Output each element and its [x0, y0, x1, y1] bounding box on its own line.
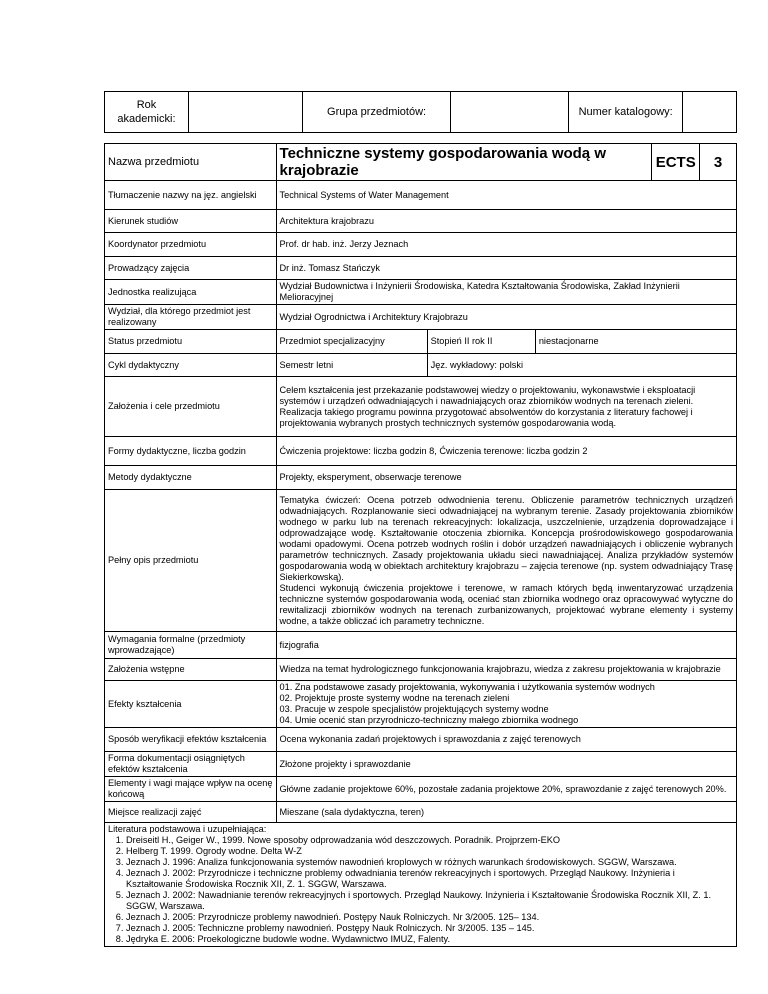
literatura-item: 1. Dreiseitl H., Geiger W., 1999. Nowe sposoby odprowadzania wód deszczowych. Poradnik. Projprzem-EKO — [126, 835, 733, 846]
literatura-item: 3. Jeznach J. 1996: Analiza funkcjonowania systemów nawodnień kroplowych w różnych warunkach środowiskowych. SGGW, Warszawa. — [126, 857, 733, 868]
metody-label: Metody dydaktyczne — [105, 466, 277, 490]
prowadzacy-label: Prowadzący zajęcia — [105, 257, 277, 280]
koordynator-label: Koordynator przedmiotu — [105, 233, 277, 257]
grupa-przedmiotow-value — [451, 92, 569, 133]
dokumentacja-value: Złożone projekty i sprawozdanie — [276, 752, 736, 777]
elementy-value: Główne zadanie projektowe 60%, pozostałe zadania projektowe 20%, sprawozdanie z zajęć terenowych 20%. — [276, 777, 736, 802]
weryfikacja-value: Ocena wykonania zadań projektowych i sprawozdania z zajęć terenowych — [276, 728, 736, 752]
cykl-value: Semestr letni — [276, 354, 427, 377]
numer-katalogowy-label: Numer katalogowy: — [569, 92, 683, 133]
translation-value: Technical Systems of Water Management — [276, 181, 736, 210]
stopien-value: Stopień II rok II — [427, 330, 535, 354]
wydzial-value: Wydział Ogrodnictwa i Architektury Krajobrazu — [276, 305, 736, 330]
metody-value: Projekty, eksperyment, obserwacje terenowe — [276, 466, 736, 490]
course-table — [104, 143, 737, 947]
literatura-item: 5. Jeznach J. 2002: Nawadnianie terenów rekreacyjnych i sportowych. Przegląd Naukowy. Inżynieria i Kształtowanie Środowiska Rocznik XII, Z. 1. SGGW, Warszawa. — [126, 890, 733, 912]
numer-katalogowy-value — [683, 92, 737, 133]
efekt-item: 04. Umie ocenić stan przyrodniczo-techniczny małego zbiornika wodnego — [279, 715, 579, 725]
formy-value: Ćwiczenia projektowe: liczba godzin 8, Ćwiczenia terenowe: liczba godzin 2 — [276, 437, 736, 466]
rok-akademicki-label: Rok akademicki: — [105, 92, 189, 133]
kierunek-label: Kierunek studiów — [105, 210, 277, 233]
ects-label: ECTS — [652, 144, 700, 181]
kierunek-value: Architektura krajobrazu — [276, 210, 736, 233]
efekty-list — [276, 681, 736, 728]
miejsce-label: Miejsce realizacji zajęć — [105, 802, 277, 823]
status-label: Status przedmiotu — [105, 330, 277, 354]
tryb-value: niestacjonarne — [535, 330, 736, 354]
formy-label: Formy dydaktyczne, liczba godzin — [105, 437, 277, 466]
weryfikacja-label: Sposób weryfikacji efektów kształcenia — [105, 728, 277, 752]
zalozenia-cele-label: Założenia i cele przedmiotu — [105, 377, 277, 437]
zalozenia-wstepne-value: Wiedza na temat hydrologicznego funkcjonowania krajobrazu, wiedza z zakresu projektowania w krajobrazie — [276, 659, 736, 681]
literatura-item: 7. Jeznach J. 2005: Techniczne problemy nawodnień. Postępy Nauk Rolniczych. Nr 3/2005. 135 – 145. — [126, 923, 733, 934]
opis-label: Pełny opis przedmiotu — [105, 490, 277, 632]
translation-label: Tłumaczenie nazwy na jęz. angielski — [105, 181, 277, 210]
efekt-item: 02. Projektuje proste systemy wodne na terenach zieleni — [279, 693, 510, 703]
koordynator-value: Prof. dr hab. inż. Jerzy Jeznach — [276, 233, 736, 257]
wydzial-label: Wydział, dla którego przedmiot jest realizowany — [105, 305, 277, 330]
miejsce-value: Mieszane (sala dydaktyczna, teren) — [276, 802, 736, 823]
literatura-item: 2. Helberg T. 1999. Ogrody wodne. Delta W-Z — [126, 846, 733, 857]
opis-value — [276, 490, 736, 632]
zalozenia-cele-value: Celem kształcenia jest przekazanie podstawowej wiedzy o projektowaniu, wykonawstwie i eksploatacji systemów i urządzeń odwadniających i nawadniających oraz zbiorników wodnych na terenach zieleni. Realizacja takiego programu powinna przygotować absolwentów do korzystania z literatury fachowej i projektowania wybranych prostych technicznych systemów gospodarowania wodą. — [276, 377, 736, 437]
literatura-item: 6. Jeznach J. 2005: Przyrodnicze problemy nawodnień. Postępy Nauk Rolniczych. Nr 3/2005. 125– 134. — [126, 912, 733, 923]
zalozenia-wstepne-label: Założenia wstępne — [105, 659, 277, 681]
efekt-item: 01. Zna podstawowe zasady projektowania, wykonywania i użytkowania systemów wodnych — [279, 682, 655, 692]
jezyk-value: Jęz. wykładowy: polski — [427, 354, 736, 377]
literatura-item: 4. Jeznach J. 2002: Przyrodnicze i techniczne problemy odwadniania terenów rekreacyjnych i sportowych. Przegląd Naukowy. Inżynieria i Kształtowanie Środowiska Rocznik XII, Z. 1. SGGW, Warszawa. — [126, 868, 733, 890]
ects-value: 3 — [700, 144, 737, 181]
prowadzacy-value: Dr inż. Tomasz Stańczyk — [276, 257, 736, 280]
jednostka-label: Jednostka realizująca — [105, 280, 277, 305]
course-title: Techniczne systemy gospodarowania wodą w krajobrazie — [276, 144, 652, 181]
jednostka-value: Wydział Budownictwa i Inżynierii Środowiska, Katedra Kształtowania Środowiska, Zakład Inżynierii Melioracyjnej — [276, 280, 736, 305]
grupa-przedmiotow-label: Grupa przedmiotów: — [302, 92, 451, 133]
literatura-list — [108, 835, 733, 945]
wymagania-value: fizjografia — [276, 632, 736, 659]
wymagania-label: Wymagania formalne (przedmioty wprowadzające) — [105, 632, 277, 659]
opis-paragraph-1: Tematyka ćwiczeń: Ocena potrzeb odwodnienia terenu. Obliczenie parametrów technicznych urządzeń odwadniających. Rozplanowanie sieci odwadniającej na wybranym terenie. Zasady projektowania zbiorników wodnego w parku lub na terenach rekreacyjnych: lokalizacja, uszczelnienie, urządzenia doprowadzające i odprowadzające wodę. Kształtowanie otoczenia zbiornika. Koncepcja prośrodowiskowego gospodarowania wodami opadowymi. Ocena potrzeb wodnych roślin i dobór urządzeń nawadniających i obliczenie wybranych parametrów technicznych. Zasady projektowania układu sieci nawadniającej. Analiza przykładów systemów gospodarowania wodą w obiektach architektury krajobrazu – zajęcia terenowe (np. system odwadniający Trasę Siekierkowską). — [279, 494, 733, 582]
literatura-item: 8. Jędryka E. 2006: Proekologiczne budowle wodne. Wydawnictwo IMUZ, Falenty. — [126, 934, 733, 945]
efekt-item: 03. Pracuje w zespole specjalistów projektujących systemy wodne — [279, 704, 549, 714]
literatura-heading: Literatura podstawowa i uzupełniająca: — [108, 824, 267, 834]
elementy-label: Elementy i wagi mające wpływ na ocenę końcową — [105, 777, 277, 802]
nazwa-przedmiotu-label: Nazwa przedmiotu — [105, 144, 277, 181]
efekty-label: Efekty kształcenia — [105, 681, 277, 728]
dokumentacja-label: Forma dokumentacji osiągniętych efektów kształcenia — [105, 752, 277, 777]
header-table — [104, 91, 737, 133]
cykl-label: Cykl dydaktyczny — [105, 354, 277, 377]
opis-paragraph-2: Studenci wykonują ćwiczenia projektowe i terenowe, w ramach których będą inwentaryzować urządzenia techniczne systemów gospodarowania wodą, oceniać stan zbiornika wodnego oraz opracowywać wytyczne do rewitalizacji zbiorników wodnych na terenach zurbanizowanych, projektować wybrane elementy i systemy wodne, a także obliczać ich parametry techniczne. — [279, 582, 733, 626]
literatura-section — [105, 823, 737, 947]
rok-akademicki-value — [188, 92, 302, 133]
status-value: Przedmiot specjalizacyjny — [276, 330, 427, 354]
